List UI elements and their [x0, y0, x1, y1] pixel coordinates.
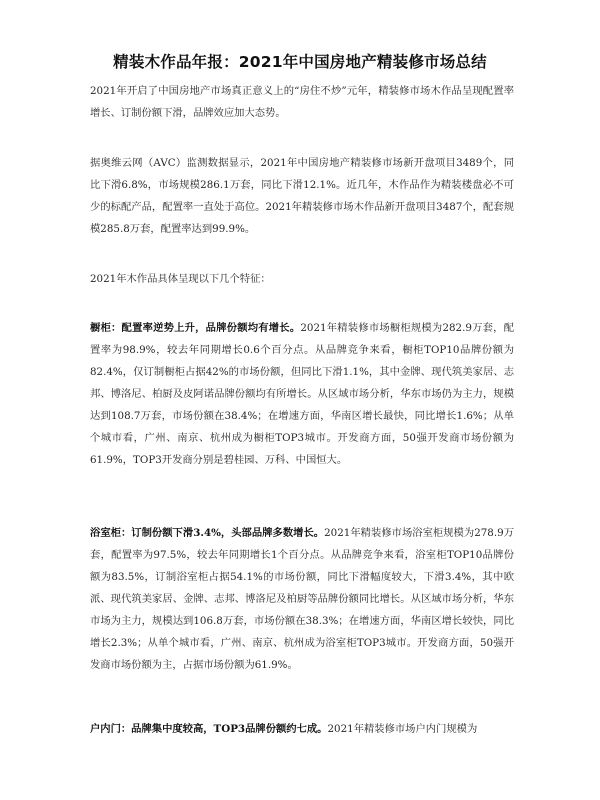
section-bathroom-cabinet: [90, 522, 514, 676]
section-body: 2021年精装修市场橱柜规模为282.9万套，配置率为98.9%，较去年同期增长0.6个百分点。从品牌竞争来看，橱柜TOP10品牌份额为82.4%，仅订制橱柜占据42%的市场份额，但同比下滑1.1%，其中金牌、现代筑美家居、志邦、博洛尼、柏厨及皮阿诺品牌份额均有所增长。从区域市场分析，华东市场仍为主力，规模达到108.7万套，市场份额在38.4%；在增速方面，华南区增长最快，同比增长1.6%；从单个城市看，广州、南京、杭州成为橱柜TOP3城市。开发商方面，50强开发商市场份额为61.9%，TOP3开发商分别是碧桂园、万科、中国恒大。: [90, 322, 514, 466]
section-body: 2021年精装修市场户内门规模为: [327, 723, 478, 735]
intro-paragraph: 2021年开启了中国房地产市场真正意义上的“房住不炒”元年，精装修市场木作品呈现配置率增长、订制份额下滑，品牌效应加大态势。: [90, 85, 514, 119]
section-heading: 户内门：品牌集中度较高，TOP3品牌份额约七成。: [90, 723, 328, 735]
section-heading: 浴室柜：订制份额下滑3.4%，头部品牌多数增长。: [90, 527, 325, 539]
document-title: 精装木作品年报：2021年中国房地产精装修市场总结: [113, 53, 487, 71]
section-heading: 橱柜：配置率逆势上升，品牌份额均有增长。: [90, 322, 301, 334]
section-cabinet: [90, 317, 514, 471]
section-body: 2021年精装修市场浴室柜规模为278.9万套，配置率为97.5%，较去年同期增长1个百分点。从品牌竞争来看，浴室柜TOP10品牌份额为83.5%，订制浴室柜占据54.1%的市场份额，同比下滑幅度较大，下滑3.4%，其中欧派、现代筑美家居、金牌、志邦、博洛尼及柏厨等品牌份额同比增长。从区域市场分析，华东市场为主力，规模达到106.8万套，市场份额在38.3%；在增速方面，华南区增长较快，同比增长2.3%；从单个城市看，广州、南京、杭州成为浴室柜TOP3城市。开发商方面，50强开发商市场份额为主，占据市场份额为61.9%。: [90, 527, 514, 671]
overview-paragraph: 据奥维云网（AVC）监测数据显示，2021年中国房地产精装修市场新开盘项目3489个，同比下滑6.8%，市场规模286.1万套，同比下滑12.1%。近几年，木作品作为精装楼盘必不可少的标配产品，配置率一直处于高位。2021年精装修市场木作品新开盘项目3487个，配套规模285.8万套，配置率达到99.9%。: [90, 157, 514, 235]
features-intro: 2021年木作品具体呈现以下几个特征：: [90, 273, 271, 285]
section-interior-door: [90, 718, 514, 740]
